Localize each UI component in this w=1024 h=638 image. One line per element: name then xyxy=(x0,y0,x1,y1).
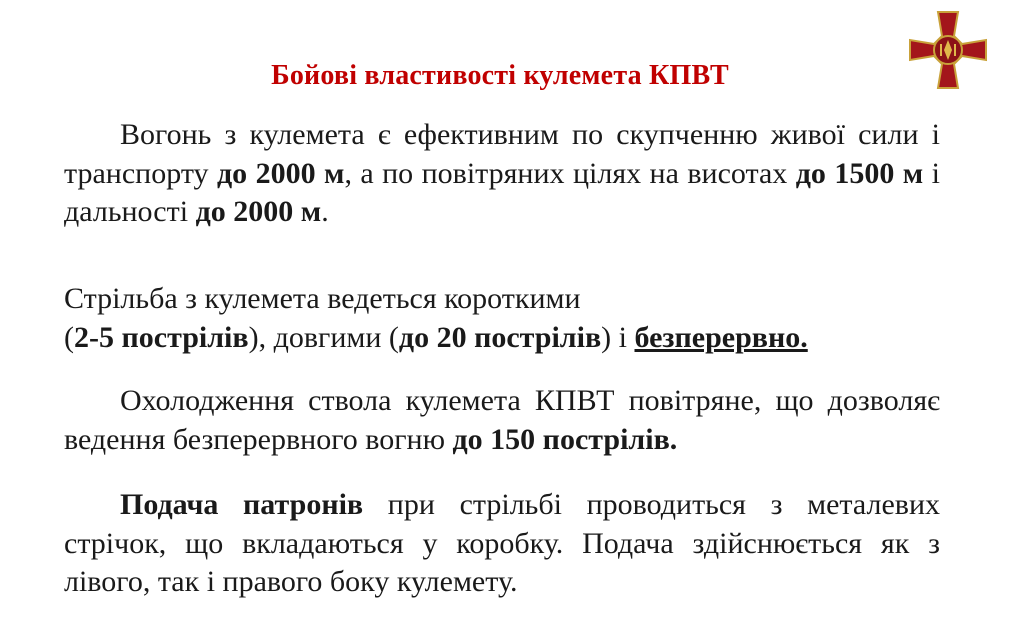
paragraph-ammo-feed: Подача патронів при стрільбі проводиться з металевих стрічок, що вкладаються у коробку. Подача здійснюється як з лівого, так і правого боку кулемету. xyxy=(64,488,940,598)
paragraph-fire-effectiveness: Вогонь з кулемета є ефективним по скупченню живої сили і транспорту до 2000 м, а по повітряних цілях на висотах до 1500 м і дальності до 2000 м. xyxy=(64,118,940,228)
paragraph-firing-modes: Стрільба з кулемета ведеться короткими (2-5 пострілів), довгими (до 20 пострілів) і безперервно. xyxy=(64,282,808,354)
paragraph-barrel-cooling: Охолодження ствола кулемета КПВТ повітряне, що дозволяє ведення безперервного вогню до 150 пострілів. xyxy=(64,384,940,456)
slide-title: Бойові властивості кулемета КПВТ xyxy=(271,60,729,91)
